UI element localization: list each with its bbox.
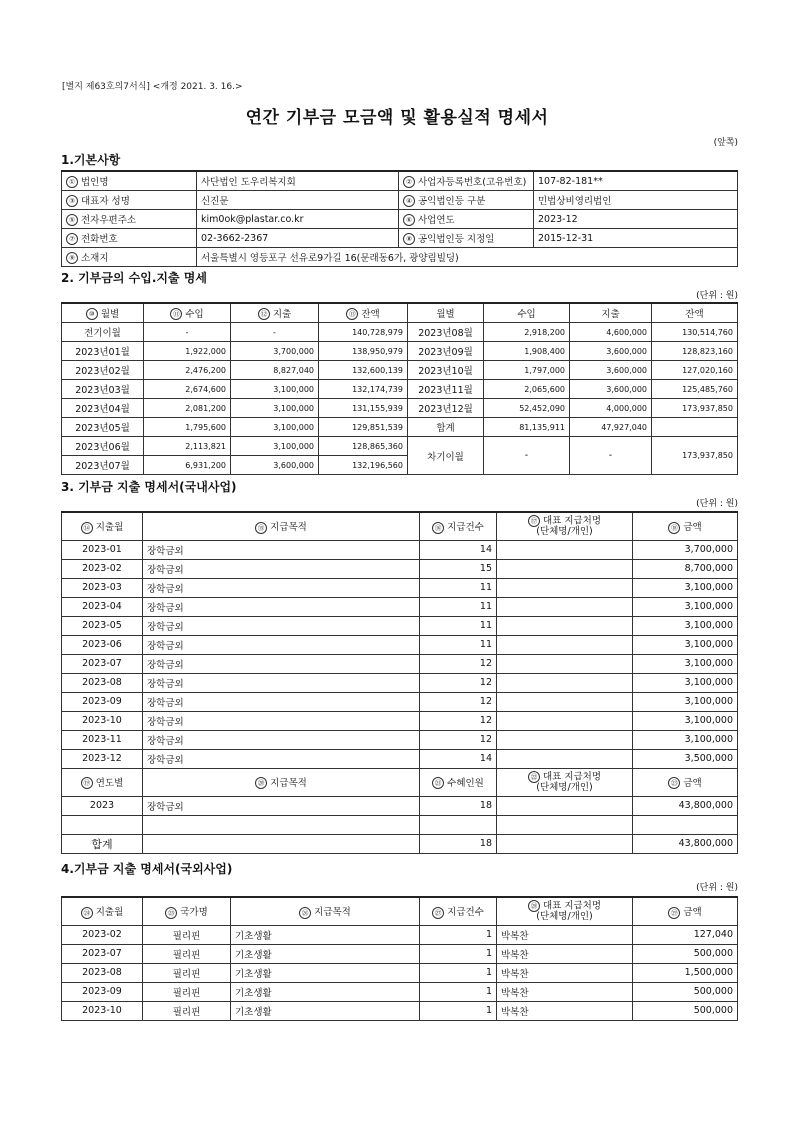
income-cell: 2,476,200	[144, 361, 231, 380]
month-cell: 2023-02	[62, 925, 143, 944]
header-month: ⑩ 월별	[62, 303, 144, 323]
section-3-title: 3. 기부금 지출 명세서(국내사업)	[61, 480, 237, 494]
purpose-cell: 장학금외	[143, 654, 420, 673]
document-title: 연간 기부금 모금액 및 활용실적 명세서	[245, 108, 549, 128]
table-row	[62, 749, 738, 768]
balance-cell: 127,020,160	[652, 361, 738, 380]
amount-cell: 3,100,000	[633, 673, 738, 692]
amount-cell: 3,100,000	[633, 635, 738, 654]
info-label: ⑥ 사업연도	[399, 210, 534, 229]
amount-cell: 127,040	[633, 925, 738, 944]
amount-cell: 3,100,000	[633, 597, 738, 616]
purpose-cell: 장학금외	[143, 635, 420, 654]
carry-expense: -	[570, 437, 652, 475]
income-cell: 2,674,600	[144, 380, 231, 399]
month-cell: 2023-12	[62, 749, 143, 768]
table-row	[62, 437, 738, 456]
month-cell: 2023-02	[62, 559, 143, 578]
info-value: 2023-12	[534, 210, 738, 229]
section-2-unit: (단위 : 원)	[696, 291, 738, 301]
table-row	[62, 963, 738, 982]
info-label: ② 사업자등록번호(고유번호)	[399, 171, 534, 191]
income-cell: 1,797,000	[484, 361, 570, 380]
table-row	[62, 342, 738, 361]
header-amount-2: ㉓ 금액	[633, 768, 738, 796]
purpose-cell: 장학금외	[143, 616, 420, 635]
header-recipient: ⑰ 대표 지급처명 (단체명/개인)	[497, 512, 633, 540]
purpose-cell: 기초생활	[231, 925, 420, 944]
income-cell: 2,081,200	[144, 399, 231, 418]
purpose-cell: 장학금외	[143, 692, 420, 711]
count-cell: 11	[420, 578, 497, 597]
count-cell: 12	[420, 730, 497, 749]
header-amount: ⑱ 금액	[633, 512, 738, 540]
count-cell: 14	[420, 749, 497, 768]
amount-cell: 8,700,000	[633, 559, 738, 578]
header-balance-2: 잔액	[652, 303, 738, 323]
balance-cell: 132,600,139	[319, 361, 408, 380]
header-country: ㉕ 국가명	[143, 897, 231, 925]
amount-cell: 3,100,000	[633, 578, 738, 597]
recipient-cell: 박복찬	[497, 963, 633, 982]
balance-cell: 131,155,939	[319, 399, 408, 418]
purpose-cell: 장학금외	[143, 540, 420, 559]
amount-cell: 3,100,000	[633, 616, 738, 635]
header-income: ⑪ 수입	[144, 303, 231, 323]
amount-cell: 3,100,000	[633, 711, 738, 730]
count-cell: 1	[420, 963, 497, 982]
info-label: ④ 공익법인등 구분	[399, 191, 534, 210]
purpose-cell: 기초생활	[231, 963, 420, 982]
expense-cell: 3,600,000	[570, 361, 652, 380]
table-row	[62, 361, 738, 380]
income-cell: 1,908,400	[484, 342, 570, 361]
balance-cell: 132,174,739	[319, 380, 408, 399]
total-count: 18	[420, 834, 497, 853]
count-cell: 1	[420, 982, 497, 1001]
table-row	[62, 210, 738, 229]
header-year: ⑲ 연도별	[62, 768, 143, 796]
count-cell: 14	[420, 540, 497, 559]
expense-cell: 3,600,000	[570, 380, 652, 399]
purpose-cell: 장학금외	[143, 796, 420, 815]
month-cell: 2023-07	[62, 654, 143, 673]
balance-cell: 128,865,360	[319, 437, 408, 456]
year-cell: 2023	[62, 796, 143, 815]
amount-cell: 43,800,000	[633, 796, 738, 815]
income-cell: -	[144, 323, 231, 342]
expense-cell: 4,000,000	[570, 399, 652, 418]
month-cell: 2023년02월	[62, 361, 144, 380]
table-row	[62, 380, 738, 399]
table-row	[62, 597, 738, 616]
month-cell: 2023-08	[62, 963, 143, 982]
expense-cell: 47,927,040	[570, 418, 652, 437]
table-row	[62, 191, 738, 210]
income-cell: 6,931,200	[144, 456, 231, 475]
income-cell: 1,795,600	[144, 418, 231, 437]
address-value: 서울특별시 영등포구 선유로9가길 16(문래동6가, 광양림빌딩)	[197, 248, 738, 267]
month-cell: 2023-04	[62, 597, 143, 616]
table-row	[62, 616, 738, 635]
table-row	[62, 692, 738, 711]
balance-cell: 125,485,760	[652, 380, 738, 399]
month-cell: 2023년05월	[62, 418, 144, 437]
header-beneficiaries: ㉑ 수혜인원	[420, 768, 497, 796]
section-4-title: 4.기부금 지출 명세서(국외사업)	[61, 862, 233, 876]
expense-cell: 4,600,000	[570, 323, 652, 342]
purpose-cell: 장학금외	[143, 559, 420, 578]
header-income-2: 수입	[484, 303, 570, 323]
table-row	[62, 982, 738, 1001]
header-month-2: 월별	[408, 303, 484, 323]
expense-cell: 3,100,000	[231, 380, 319, 399]
purpose-cell: 장학금외	[143, 730, 420, 749]
count-cell: 1	[420, 925, 497, 944]
recipient-cell	[497, 730, 633, 749]
month-cell: 2023년03월	[62, 380, 144, 399]
table-row	[62, 925, 738, 944]
recipient-cell	[497, 796, 633, 815]
header-amount: ㉙ 금액	[633, 897, 738, 925]
table-row	[62, 540, 738, 559]
expense-cell: 3,600,000	[570, 342, 652, 361]
income-cell: 2,065,600	[484, 380, 570, 399]
purpose-cell: 장학금외	[143, 578, 420, 597]
country-cell: 필리핀	[143, 982, 231, 1001]
carry-month: 차기이월	[408, 437, 484, 475]
expense-cell: 8,827,040	[231, 361, 319, 380]
total-amount: 43,800,000	[633, 834, 738, 853]
recipient-cell	[497, 616, 633, 635]
header-purpose: ⑮ 지급목적	[143, 512, 420, 540]
purpose-cell: 기초생활	[231, 1001, 420, 1020]
info-label: ③ 대표자 성명	[62, 191, 197, 210]
table-row	[62, 323, 738, 342]
expense-cell: 3,700,000	[231, 342, 319, 361]
table-row	[62, 171, 738, 191]
table-row	[62, 711, 738, 730]
amount-cell: 1,500,000	[633, 963, 738, 982]
recipient-cell	[497, 559, 633, 578]
amount-cell: 3,100,000	[633, 692, 738, 711]
income-cell: 2,113,821	[144, 437, 231, 456]
expense-cell: 3,600,000	[231, 456, 319, 475]
income-cell: 1,922,000	[144, 342, 231, 361]
header-balance: ⑬ 잔액	[319, 303, 408, 323]
section-4-unit: (단위 : 원)	[696, 883, 738, 893]
recipient-cell	[497, 749, 633, 768]
info-value: kim0ok@plastar.co.kr	[197, 210, 399, 229]
header-expense-month: ㉔ 지출월	[62, 897, 143, 925]
table-row	[62, 248, 738, 267]
table-row	[62, 418, 738, 437]
section-1-title: 1.기본사항	[61, 153, 121, 167]
recipient-cell	[497, 673, 633, 692]
table-row	[62, 730, 738, 749]
header-purpose: ㉖ 지급목적	[231, 897, 420, 925]
table-row	[62, 399, 738, 418]
carry-balance: 173,937,850	[652, 437, 738, 475]
recipient-cell	[497, 635, 633, 654]
table-row	[62, 635, 738, 654]
expense-cell: 3,100,000	[231, 437, 319, 456]
info-value: 민법상비영리법인	[534, 191, 738, 210]
income-expense-table	[61, 302, 738, 475]
info-label: ⑦ 전화번호	[62, 229, 197, 248]
month-cell: 2023-03	[62, 578, 143, 597]
info-value: 2015-12-31	[534, 229, 738, 248]
month-cell: 2023-05	[62, 616, 143, 635]
country-cell: 필리핀	[143, 944, 231, 963]
month-cell: 2023-08	[62, 673, 143, 692]
purpose-cell: 장학금외	[143, 711, 420, 730]
amount-cell: 500,000	[633, 982, 738, 1001]
header-purpose-2: ⑳ 지급목적	[143, 768, 420, 796]
balance-cell	[652, 418, 738, 437]
amount-cell: 500,000	[633, 944, 738, 963]
header-expense: ⑫ 지출	[231, 303, 319, 323]
empty-row	[62, 815, 738, 834]
income-cell: 52,452,090	[484, 399, 570, 418]
count-cell: 11	[420, 616, 497, 635]
month-cell: 2023년06월	[62, 437, 144, 456]
country-cell: 필리핀	[143, 925, 231, 944]
info-value: 02-3662-2367	[197, 229, 399, 248]
balance-cell: 129,851,539	[319, 418, 408, 437]
header-count: ㉗ 지급건수	[420, 897, 497, 925]
info-label: ⑤ 전자우편주소	[62, 210, 197, 229]
amount-cell: 3,100,000	[633, 654, 738, 673]
month-cell: 2023년09월	[408, 342, 484, 361]
purpose-cell: 장학금외	[143, 673, 420, 692]
country-cell: 필리핀	[143, 1001, 231, 1020]
header-recipient: ㉘ 대표 지급처명 (단체명/개인)	[497, 897, 633, 925]
month-cell: 2023년04월	[62, 399, 144, 418]
count-cell: 12	[420, 654, 497, 673]
month-cell: 2023년12월	[408, 399, 484, 418]
address-label: ⑨ 소재지	[62, 248, 197, 267]
month-cell: 2023년01월	[62, 342, 144, 361]
header-count: ⑯ 지급건수	[420, 512, 497, 540]
month-cell: 2023-10	[62, 1001, 143, 1020]
table-row	[62, 654, 738, 673]
count-cell: 1	[420, 944, 497, 963]
recipient-cell	[497, 692, 633, 711]
basic-info-table	[61, 170, 738, 267]
month-cell: 2023-09	[62, 692, 143, 711]
info-value: 신진문	[197, 191, 399, 210]
purpose-cell: 장학금외	[143, 597, 420, 616]
month-cell: 2023년11월	[408, 380, 484, 399]
recipient-cell: 박복찬	[497, 925, 633, 944]
expense-cell: 3,100,000	[231, 418, 319, 437]
month-cell: 2023-06	[62, 635, 143, 654]
recipient-cell	[497, 711, 633, 730]
month-cell: 2023-01	[62, 540, 143, 559]
count-cell: 12	[420, 711, 497, 730]
expense-cell: 3,100,000	[231, 399, 319, 418]
purpose-cell: 기초생활	[231, 944, 420, 963]
overseas-expense-table	[61, 896, 738, 1021]
front-label: (앞쪽)	[713, 138, 738, 148]
section-3-unit: (단위 : 원)	[696, 499, 738, 509]
count-cell: 12	[420, 673, 497, 692]
table-row	[62, 1001, 738, 1020]
recipient-cell: 박복찬	[497, 982, 633, 1001]
header-recipient-2: ㉒ 대표 지급처명 (단체명/개인)	[497, 768, 633, 796]
balance-cell: 138,950,979	[319, 342, 408, 361]
table-row	[62, 673, 738, 692]
count-cell: 1	[420, 1001, 497, 1020]
info-value: 107-82-181**	[534, 171, 738, 191]
balance-cell: 173,937,850	[652, 399, 738, 418]
recipient-cell	[497, 578, 633, 597]
purpose-cell: 장학금외	[143, 749, 420, 768]
month-cell: 2023-11	[62, 730, 143, 749]
table-row	[62, 796, 738, 815]
domestic-expense-table	[61, 511, 738, 854]
header-expense-month: ⑭ 지출월	[62, 512, 143, 540]
month-cell: 2023년10월	[408, 361, 484, 380]
month-cell: 2023-09	[62, 982, 143, 1001]
carry-income: -	[484, 437, 570, 475]
month-cell: 2023-07	[62, 944, 143, 963]
form-reference: [별지 제63호의7서식] <개정 2021. 3. 16.>	[62, 82, 243, 92]
count-cell: 15	[420, 559, 497, 578]
count-cell: 11	[420, 597, 497, 616]
month-cell: 합계	[408, 418, 484, 437]
table-row	[62, 944, 738, 963]
recipient-cell	[497, 540, 633, 559]
amount-cell: 500,000	[633, 1001, 738, 1020]
header-expense-2: 지출	[570, 303, 652, 323]
table-row	[62, 578, 738, 597]
month-cell: 2023-10	[62, 711, 143, 730]
balance-cell: 130,514,760	[652, 323, 738, 342]
amount-cell: 3,500,000	[633, 749, 738, 768]
balance-cell: 140,728,979	[319, 323, 408, 342]
balance-cell: 132,196,560	[319, 456, 408, 475]
info-label: ① 법인명	[62, 171, 197, 191]
income-cell: 81,135,911	[484, 418, 570, 437]
total-label: 합계	[62, 834, 143, 853]
info-value: 사단법인 도우리복지회	[197, 171, 399, 191]
balance-cell: 128,823,160	[652, 342, 738, 361]
amount-cell: 3,100,000	[633, 730, 738, 749]
month-cell: 2023년08월	[408, 323, 484, 342]
count-cell: 12	[420, 692, 497, 711]
month-cell: 2023년07월	[62, 456, 144, 475]
country-cell: 필리핀	[143, 963, 231, 982]
table-row	[62, 559, 738, 578]
info-label: ⑧ 공익법인등 지정일	[399, 229, 534, 248]
income-cell: 2,918,200	[484, 323, 570, 342]
month-cell: 전기이월	[62, 323, 144, 342]
amount-cell: 3,700,000	[633, 540, 738, 559]
recipient-cell	[497, 597, 633, 616]
count-cell: 18	[420, 796, 497, 815]
recipient-cell	[497, 654, 633, 673]
purpose-cell: 기초생활	[231, 982, 420, 1001]
total-row	[62, 834, 738, 853]
count-cell: 11	[420, 635, 497, 654]
recipient-cell: 박복찬	[497, 944, 633, 963]
section-2-title: 2. 기부금의 수입.지출 명세	[61, 271, 207, 285]
table-row	[62, 229, 738, 248]
recipient-cell: 박복찬	[497, 1001, 633, 1020]
expense-cell: -	[231, 323, 319, 342]
